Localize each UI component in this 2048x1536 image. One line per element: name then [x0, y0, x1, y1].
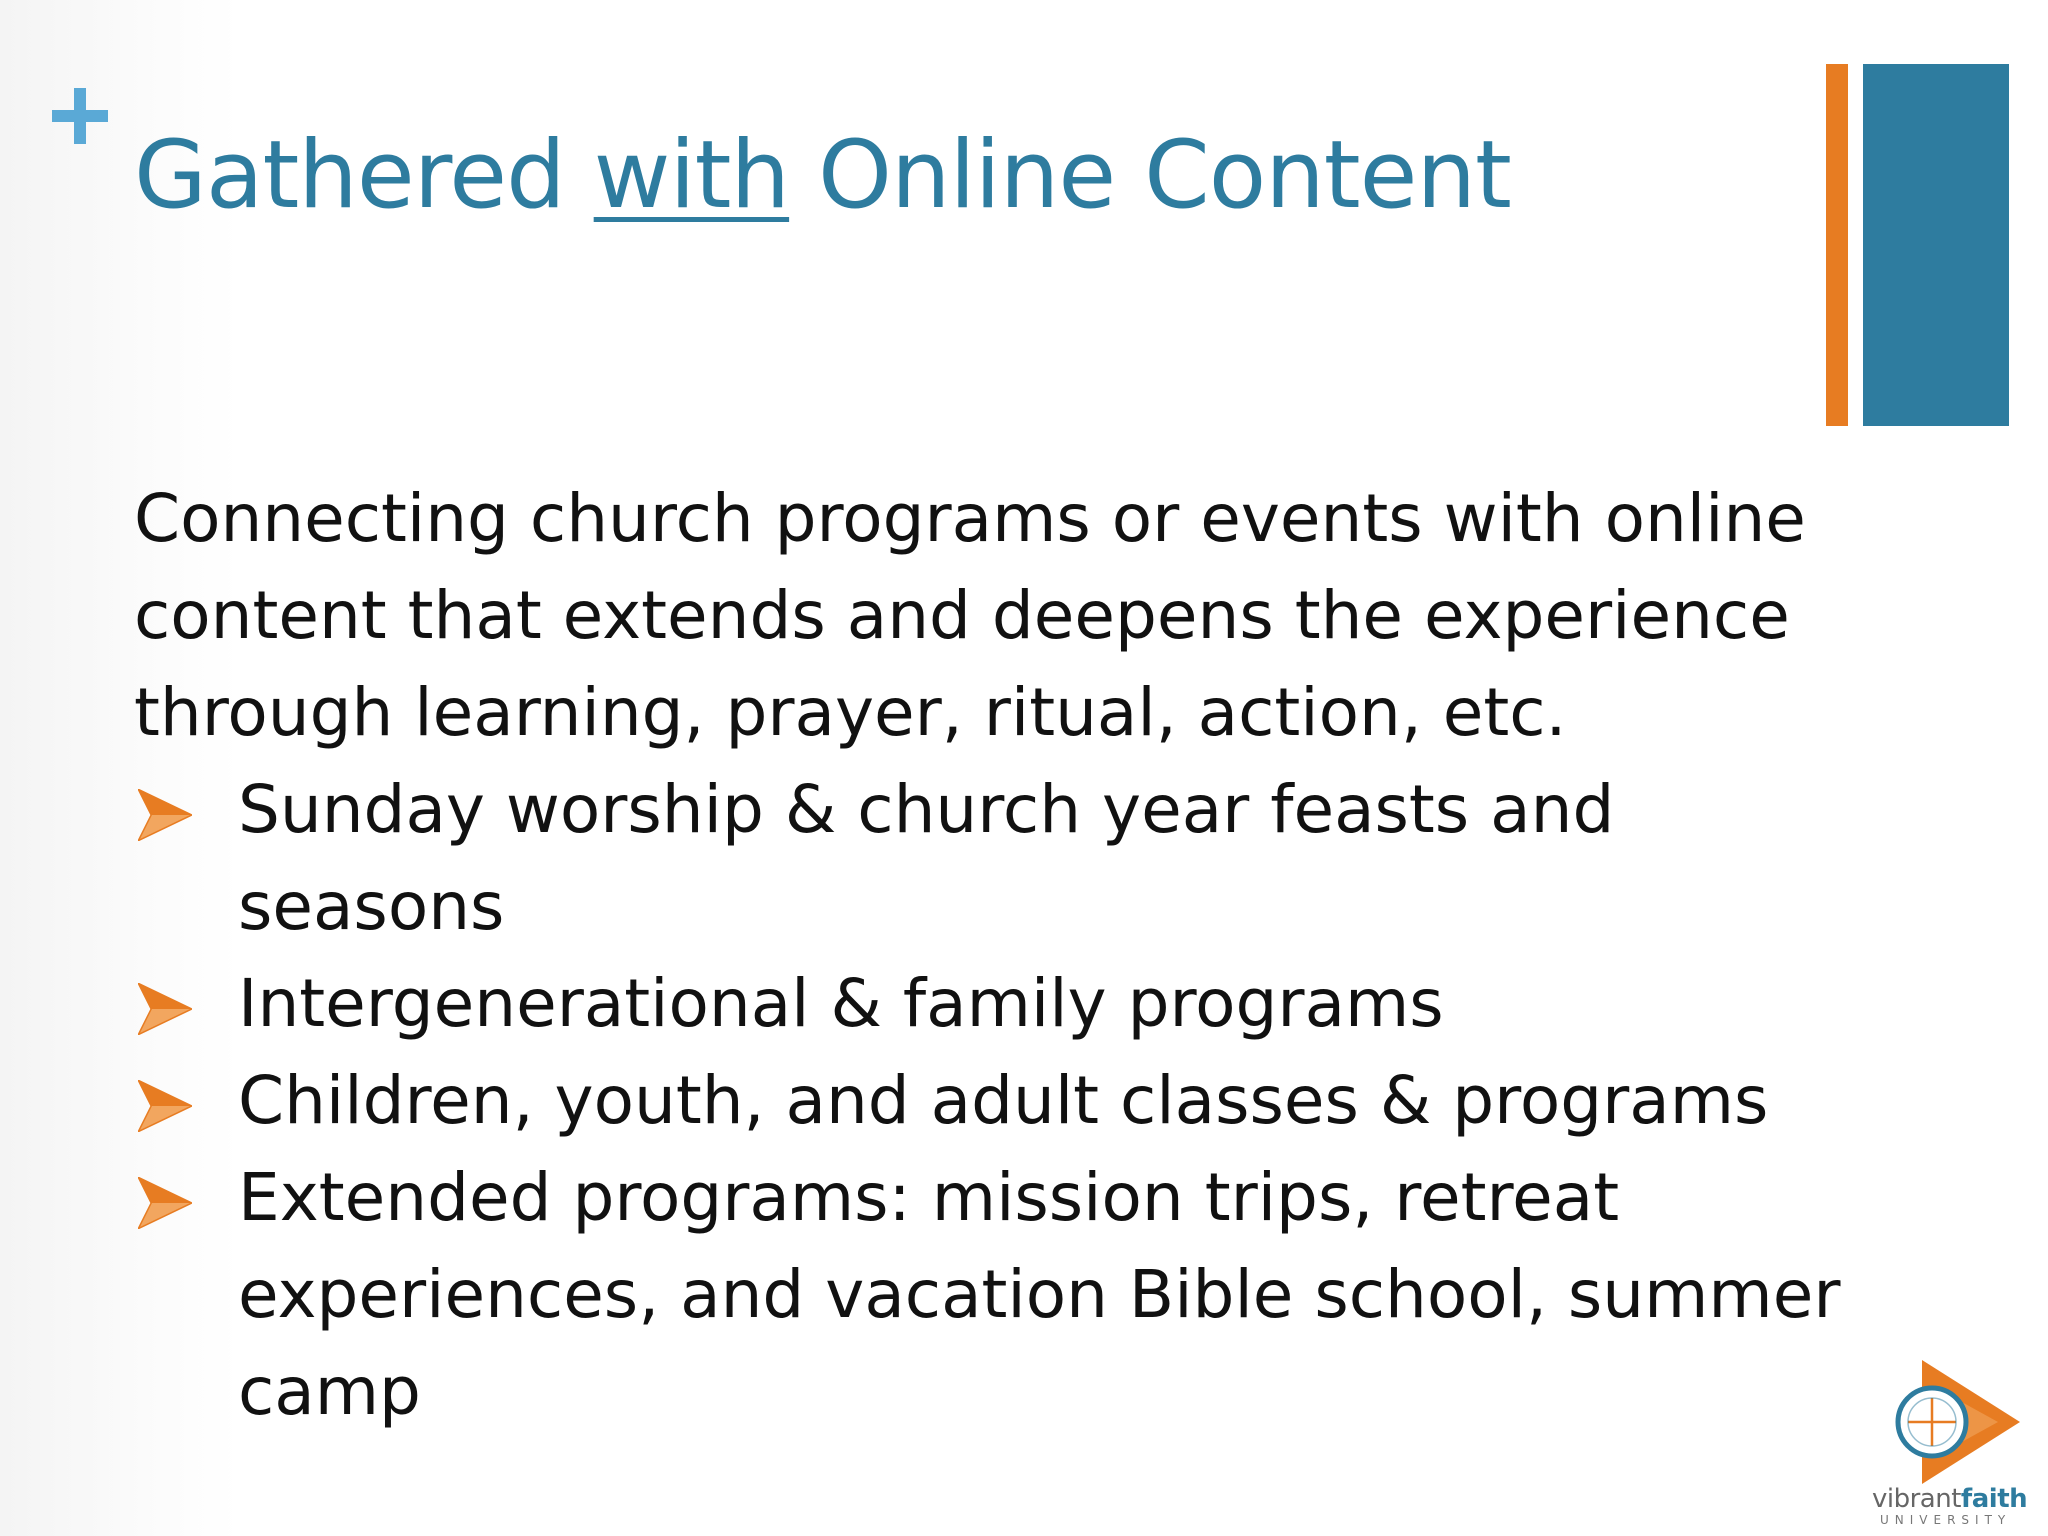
list-item	[134, 1052, 1854, 1149]
bullet-3-line-1: Children, youth, and adult classes & programs	[238, 1062, 1769, 1139]
bullet-1-line-1: Sunday worship & church year feasts and	[238, 771, 1615, 848]
accent-bar-orange	[1826, 64, 1848, 426]
bullet-1-line-2: seasons	[238, 868, 505, 945]
intro-line-3: through learning, prayer, ritual, action, etc.	[134, 674, 1567, 751]
title-part-1: Gathered	[134, 121, 594, 230]
bullet-list	[134, 761, 1854, 1440]
title-part-2: Online Content	[789, 121, 1511, 230]
list-item	[134, 955, 1854, 1052]
logo-wordmark	[1872, 1484, 2032, 1514]
bullet-2-line-1: Intergenerational & family programs	[238, 965, 1444, 1042]
bullet-4-line-2: experiences, and vacation Bible school, summer	[238, 1256, 1841, 1333]
slide-title	[134, 122, 1511, 230]
intro-line-2: content that extends and deepens the experience	[134, 577, 1790, 654]
arrow-bullet-icon	[138, 983, 192, 1035]
title-underlined-word: with	[593, 121, 790, 230]
arrow-bullet-icon	[138, 1177, 192, 1229]
logo-word-bold: faith	[1960, 1484, 2028, 1514]
logo-subtitle: UNIVERSITY	[1880, 1513, 2012, 1527]
slide-body	[134, 470, 1854, 1440]
arrow-bullet-icon	[138, 1080, 192, 1132]
accent-bar-teal	[1863, 64, 2009, 426]
logo-word-light: vibrant	[1872, 1484, 1961, 1514]
arrow-bullet-icon	[138, 789, 192, 841]
list-item	[134, 1149, 1854, 1440]
bullet-4-line-3: camp	[238, 1353, 421, 1430]
intro-paragraph	[134, 470, 1854, 761]
bullet-4-line-1: Extended programs: mission trips, retreat	[238, 1159, 1620, 1236]
intro-line-1: Connecting church programs or events with online	[134, 480, 1806, 557]
plus-icon	[52, 88, 108, 144]
list-item	[134, 761, 1854, 955]
